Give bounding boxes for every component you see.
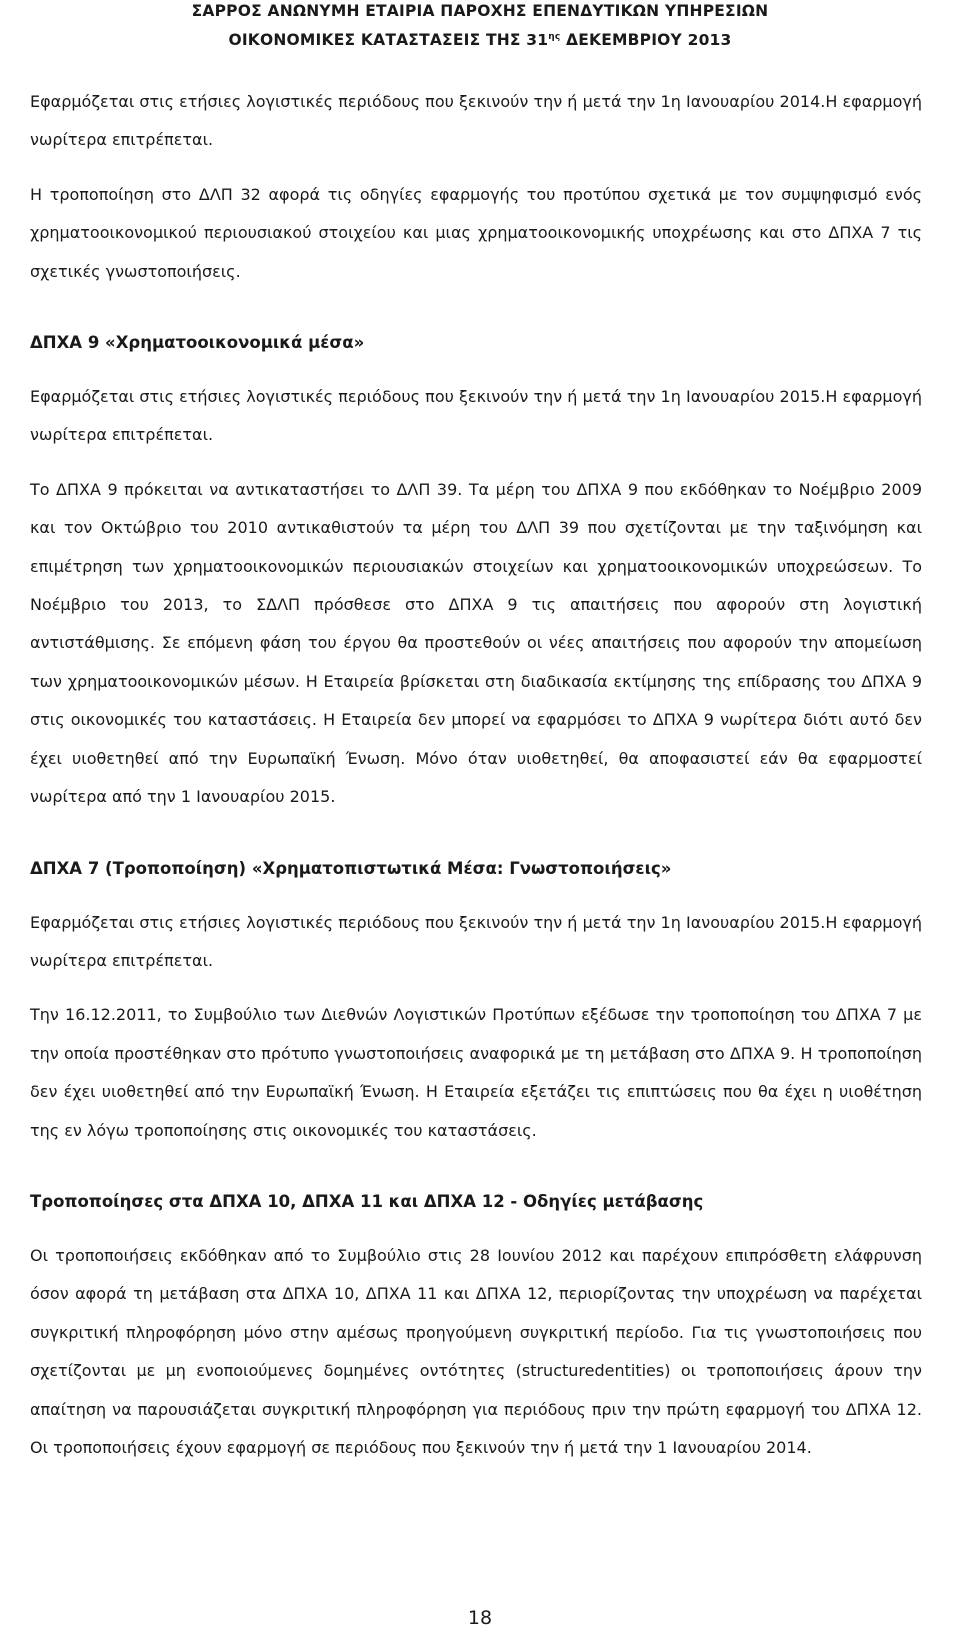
page-header-statements [0,31,960,49]
statements-title-pre: ΟΙΚΟΝΟΜΙΚΕΣ ΚΑΤΑΣΤΑΣΕΙΣ ΤΗΣ 31 [228,31,549,49]
statements-title-post: ΔΕΚΕΜΒΡΙΟΥ 2013 [560,31,732,49]
page-header-company: ΣΑΡΡΟΣ ΑΝΩΝΥΜΗ ΕΤΑΙΡΙΑ ΠΑΡΟΧΗΣ ΕΠΕΝΔΥΤΙΚΩΝ ΥΠΗΡΕΣΙΩΝ [191,2,769,20]
statements-title-sup: ης [548,32,561,42]
section-heading-transition: Τροποποίησες στα ΔΠΧΑ 10, ΔΠΧΑ 11 και ΔΠΧΑ 12 - Οδηγίες μετάβασης [30,1191,704,1211]
dpxa9-paragraph-effective: Εφαρμόζεται στις ετήσιες λογιστικές περιόδους που ξεκινούν την ή μετά την 1η Ιανουαρίου 2015.Η εφαρμογή νωρίτερα επιτρέπεται. [30,387,922,445]
document-body [30,83,922,1467]
intro-paragraph-amendment: Η τροποποίηση στο ΔΛΠ 32 αφορά τις οδηγίες εφαρμογής του προτύπου σχετικά με τον συμψηφισμό ενός χρηματοοικονομικού περιουσιακού στοιχείου και μιας χρηματοοικονομικής υποχρέωσης και στο ΔΠΧΑ 7 τις σχετικές γνωστοποιήσεις. [30,184,922,281]
section-heading-dpxa9: ΔΠΧΑ 9 «Χρηματοοικονομικά μέσα» [30,333,365,353]
dpxa7-paragraph-body: Την 16.12.2011, το Συμβούλιο των Διεθνών Λογιστικών Προτύπων εξέδωσε την τροποποίηση του ΔΠΧΑ 7 με την οποία προστέθηκαν στο πρότυπο γνωστοποιήσεις αναφορικά με τη μετάβαση στο ΔΠΧΑ 9. Η τροποποίηση δεν έχει υιοθετηθεί από την Ευρωπαϊκή Ένωση. Η Εταιρεία εξετάζει τις επιπτώσεις που θα έχει η υιοθέτηση της εν λόγω τροποποίησης στις οικονομικές του καταστάσεις. [30,1005,922,1140]
section-heading-dpxa7: ΔΠΧΑ 7 (Τροποποίηση) «Χρηματοπιστωτικά Μέσα: Γνωστοποιήσεις» [30,858,672,878]
dpxa7-paragraph-effective: Εφαρμόζεται στις ετήσιες λογιστικές περιόδους που ξεκινούν την ή μετά την 1η Ιανουαρίου 2015.Η εφαρμογή νωρίτερα επιτρέπεται. [30,912,922,970]
dpxa9-paragraph-body: Το ΔΠΧΑ 9 πρόκειται να αντικαταστήσει το ΔΛΠ 39. Τα μέρη του ΔΠΧΑ 9 που εκδόθηκαν το Νοέμβριο 2009 και τον Οκτώβριο του 2010 αντικαθιστούν τα μέρη του ΔΛΠ 39 που σχετίζονται με την ταξινόμηση και επιμέτρηση των χρηματοοικονομικών περιουσιακών στοιχείων και χρηματοοικονομικών υποχρεώσεων. Το Νοέμβριο του 2013, το ΣΔΛΠ πρόσθεσε στο ΔΠΧΑ 9 τις απαιτήσεις που αφορούν στη λογιστική αντιστάθμισης. Σε επόμενη φάση του έργου θα προστεθούν οι νέες απαιτήσεις που αφορούν την απομείωση των χρηματοοικονομικών μέσων. Η Εταιρεία βρίσκεται στη διαδικασία εκτίμησης της επίδρασης του ΔΠΧΑ 9 στις οικονομικές του καταστάσεις. Η Εταιρεία δεν μπορεί να εφαρμόσει το ΔΠΧΑ 9 νωρίτερα διότι αυτό δεν έχει υιοθετηθεί από την Ευρωπαϊκή Ένωση. Μόνο όταν υιοθετηθεί, θα αποφασιστεί εάν θα εφαρμοστεί νωρίτερα από την 1 Ιανουαρίου 2015. [30,479,922,807]
transition-paragraph-body: Οι τροποποιήσεις εκδόθηκαν από το Συμβούλιο στις 28 Ιουνίου 2012 και παρέχουν επιπρόσθετη ελάφρυνση όσον αφορά τη μετάβαση στα ΔΠΧΑ 10, ΔΠΧΑ 11 και ΔΠΧΑ 12, περιορίζοντας την υποχρέωση να παρέχεται συγκριτική πληροφόρηση μόνο στην αμέσως προηγούμενη συγκριτική περίοδο. Για τις γνωστοποιήσεις που σχετίζονται με μη ενοποιούμενες δομημένες οντότητες (structuredentities) οι τροποποιήσεις άρουν την απαίτηση να παρουσιάζεται συγκριτική πληροφόρηση για περιόδους πριν την πρώτη εφαρμογή του ΔΠΧΑ 12. Οι τροποποιήσεις έχουν εφαρμογή σε περιόδους που ξεκινούν την ή μετά την 1 Ιανουαρίου 2014. [30,1245,922,1457]
intro-paragraph-effective: Εφαρμόζεται στις ετήσιες λογιστικές περιόδους που ξεκινούν την ή μετά την 1η Ιανουαρίου 2014.Η εφαρμογή νωρίτερα επιτρέπεται. [30,92,922,150]
page-number: 18 [467,1607,493,1629]
